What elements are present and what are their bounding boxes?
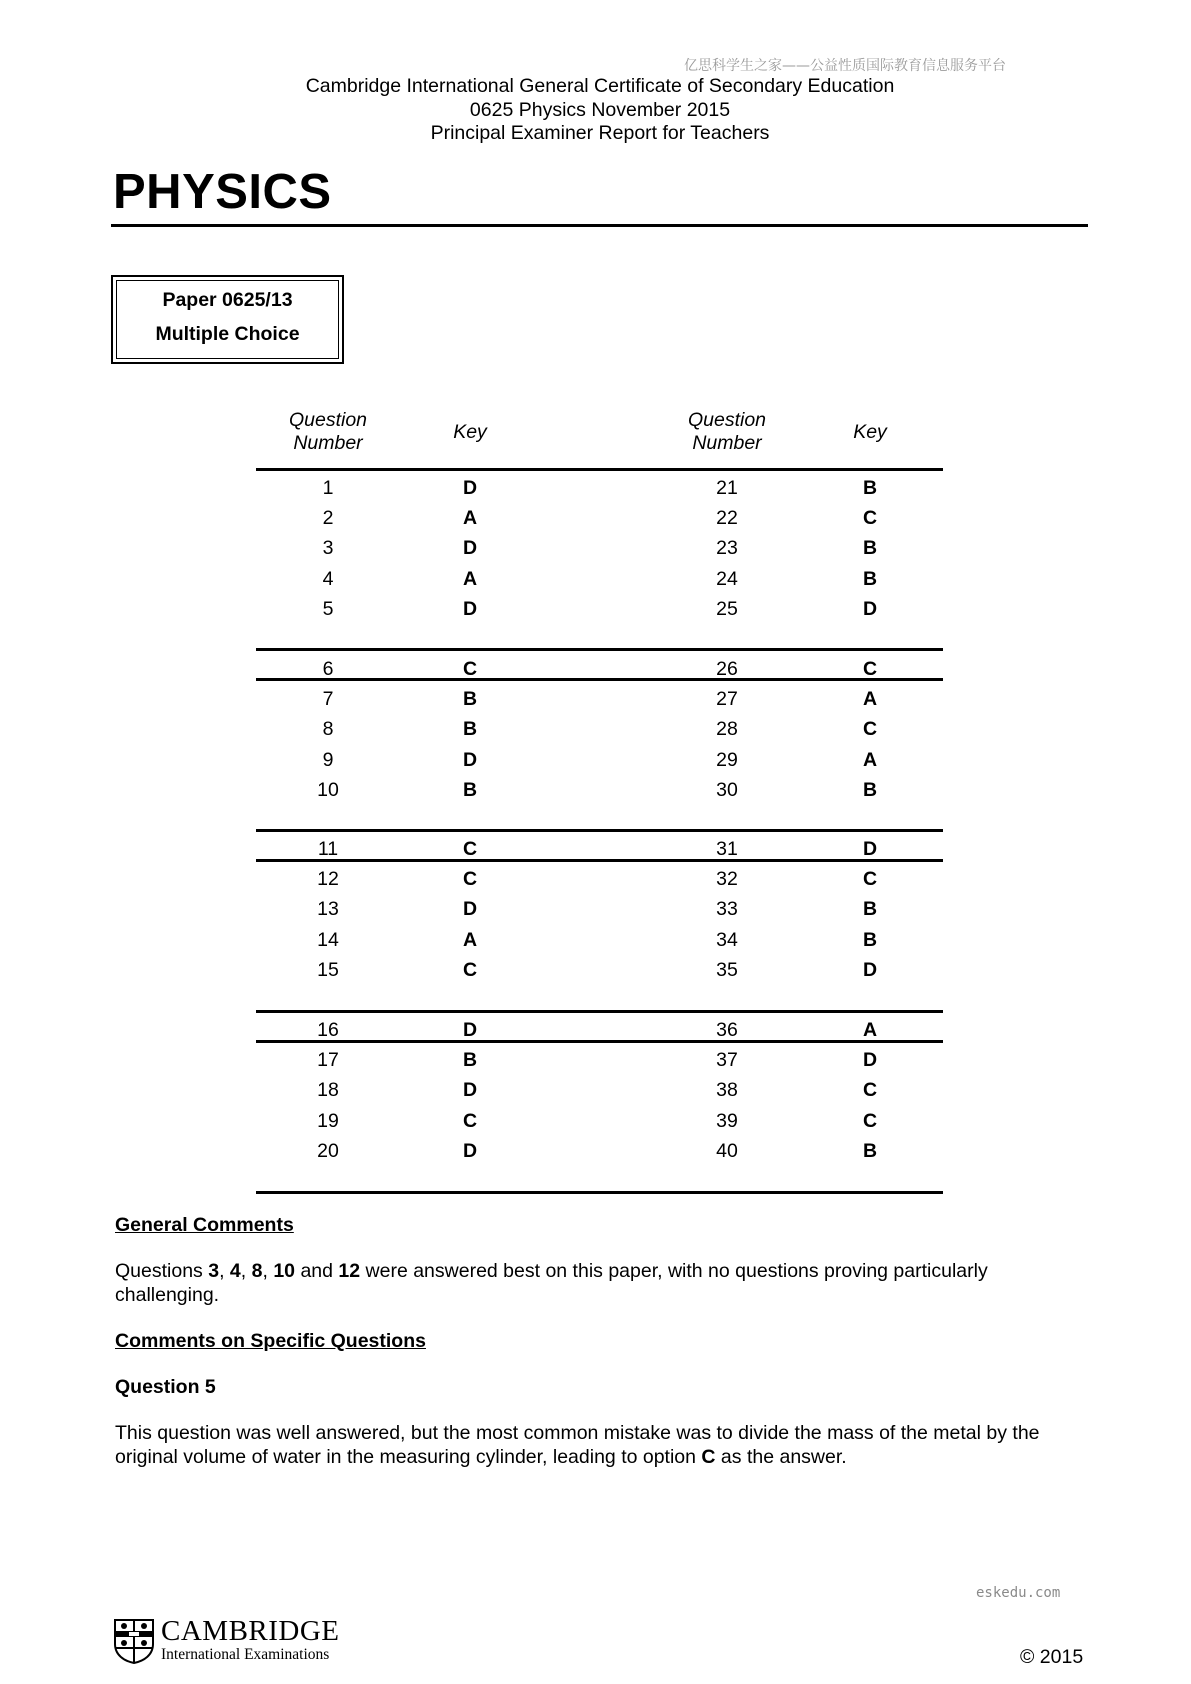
answer-key: D	[862, 597, 878, 620]
title-divider	[111, 224, 1088, 227]
answer-key: D	[462, 1019, 478, 1041]
specific-comments-heading: Comments on Specific Questions	[115, 1330, 426, 1352]
cambridge-logo	[113, 1615, 373, 1664]
answer-key: B	[862, 477, 878, 499]
answer-key: B	[462, 1049, 478, 1072]
question-number: 21	[716, 477, 738, 499]
question-number: 22	[716, 507, 738, 530]
question-number: 8	[322, 718, 334, 741]
page-title: PHYSICS	[113, 165, 332, 219]
table-rule	[256, 1010, 943, 1013]
paper-box	[111, 275, 344, 364]
answer-key: A	[862, 748, 878, 771]
header-line-syllabus: 0625 Physics November 2015	[469, 98, 731, 121]
answer-key: A	[462, 928, 478, 951]
question-number: 18	[317, 1079, 339, 1102]
question-number: 38	[716, 1079, 738, 1102]
question-number: 35	[716, 958, 738, 981]
watermark-url: eskedu.com	[976, 1585, 1061, 1601]
question-number: 26	[716, 658, 738, 680]
question-number: 25	[716, 597, 738, 620]
paper-code: Paper 0625/13	[162, 289, 293, 311]
answer-key: B	[862, 778, 878, 801]
header-question-number-right: Question Number	[687, 409, 767, 454]
general-comments-text: Questions 3, 4, 8, 10 and 12 were answered best on this paper, with no questions proving particularly challenging.	[115, 1260, 988, 1306]
question-number: 40	[716, 1139, 738, 1162]
question-5-text: This question was well answered, but the most common mistake was to divide the mass of the metal by the original volume of water in the measuring cylinder, leading to option C as the answer.	[115, 1422, 1040, 1468]
watermark-text: 亿思科学生之家——公益性质国际教育信息服务平台	[684, 58, 1006, 74]
answer-key: B	[862, 928, 878, 951]
answer-key: D	[462, 477, 478, 499]
answer-key: D	[462, 1139, 478, 1162]
header-line-qualification: Cambridge International General Certificate of Secondary Education	[305, 75, 895, 97]
header-key-right: Key	[853, 421, 887, 443]
question-number: 11	[317, 838, 339, 860]
answer-key: A	[862, 1019, 878, 1041]
answer-key: C	[862, 507, 878, 530]
question-number: 4	[322, 567, 334, 590]
question-number: 27	[716, 688, 738, 711]
table-rule	[256, 648, 943, 651]
answer-key: B	[862, 537, 878, 560]
question-number: 30	[716, 778, 738, 801]
answer-key: D	[462, 597, 478, 620]
question-number: 36	[716, 1019, 738, 1041]
question-number: 10	[317, 778, 339, 801]
question-number: 34	[716, 928, 738, 951]
question-number: 13	[317, 898, 339, 921]
answer-key: D	[862, 838, 878, 860]
answer-key: B	[862, 898, 878, 921]
question-number: 17	[317, 1049, 339, 1072]
answer-key: B	[862, 1139, 878, 1162]
table-rule	[256, 468, 943, 471]
answer-key: C	[462, 838, 478, 860]
header-question-number-left: Question Number	[288, 409, 368, 454]
copyright: © 2015	[1020, 1646, 1084, 1668]
question-number: 3	[322, 537, 334, 560]
answer-key: C	[862, 868, 878, 891]
general-comments-heading: General Comments	[115, 1214, 294, 1236]
question-number: 15	[317, 958, 339, 981]
answer-key: D	[862, 1049, 878, 1072]
answer-key: B	[462, 718, 478, 741]
question-number: 24	[716, 567, 738, 590]
question-number: 28	[716, 718, 738, 741]
question-number: 39	[716, 1109, 738, 1132]
question-number: 7	[322, 688, 334, 711]
answer-key: D	[462, 537, 478, 560]
answer-key: D	[462, 898, 478, 921]
question-number: 37	[716, 1049, 738, 1072]
question-number: 31	[716, 838, 738, 860]
question-5-heading: Question 5	[115, 1376, 216, 1398]
answer-key: C	[862, 1109, 878, 1132]
answer-key: B	[462, 688, 478, 711]
question-number: 5	[322, 597, 334, 620]
logo-subtitle: International Examinations	[161, 1646, 330, 1663]
answer-key: C	[862, 658, 878, 680]
answer-key: C	[462, 658, 478, 680]
report-header	[0, 75, 1191, 146]
question-number: 29	[716, 748, 738, 771]
cambridge-crest-icon	[113, 1618, 155, 1664]
answer-key: C	[862, 1079, 878, 1102]
answer-key: C	[862, 718, 878, 741]
question-number: 20	[317, 1139, 339, 1162]
question-number: 23	[716, 537, 738, 560]
answer-key: D	[862, 958, 878, 981]
paper-type: Multiple Choice	[155, 323, 300, 345]
question-number: 9	[322, 748, 334, 771]
question-number: 6	[322, 658, 334, 680]
answer-key: B	[862, 567, 878, 590]
answer-key: C	[462, 958, 478, 981]
answer-key: C	[462, 1109, 478, 1132]
logo-wordmark: CAMBRIDGE	[161, 1615, 340, 1647]
answer-key: D	[462, 748, 478, 771]
answer-key: A	[862, 688, 878, 711]
question-number: 33	[716, 898, 738, 921]
question-number: 1	[322, 477, 334, 499]
question-number: 2	[322, 507, 334, 530]
table-rule	[256, 1191, 943, 1194]
question-number: 16	[317, 1019, 339, 1041]
question-number: 19	[317, 1109, 339, 1132]
question-number: 32	[716, 868, 738, 891]
answer-key: C	[462, 868, 478, 891]
question-number: 14	[317, 928, 339, 951]
header-line-report-type: Principal Examiner Report for Teachers	[430, 122, 770, 144]
question-number: 12	[317, 868, 339, 891]
answer-key: A	[462, 507, 478, 530]
table-rule	[256, 829, 943, 832]
header-key-left: Key	[453, 421, 487, 443]
answer-key: A	[462, 567, 478, 590]
answer-key: B	[462, 778, 478, 801]
answer-key: D	[462, 1079, 478, 1102]
